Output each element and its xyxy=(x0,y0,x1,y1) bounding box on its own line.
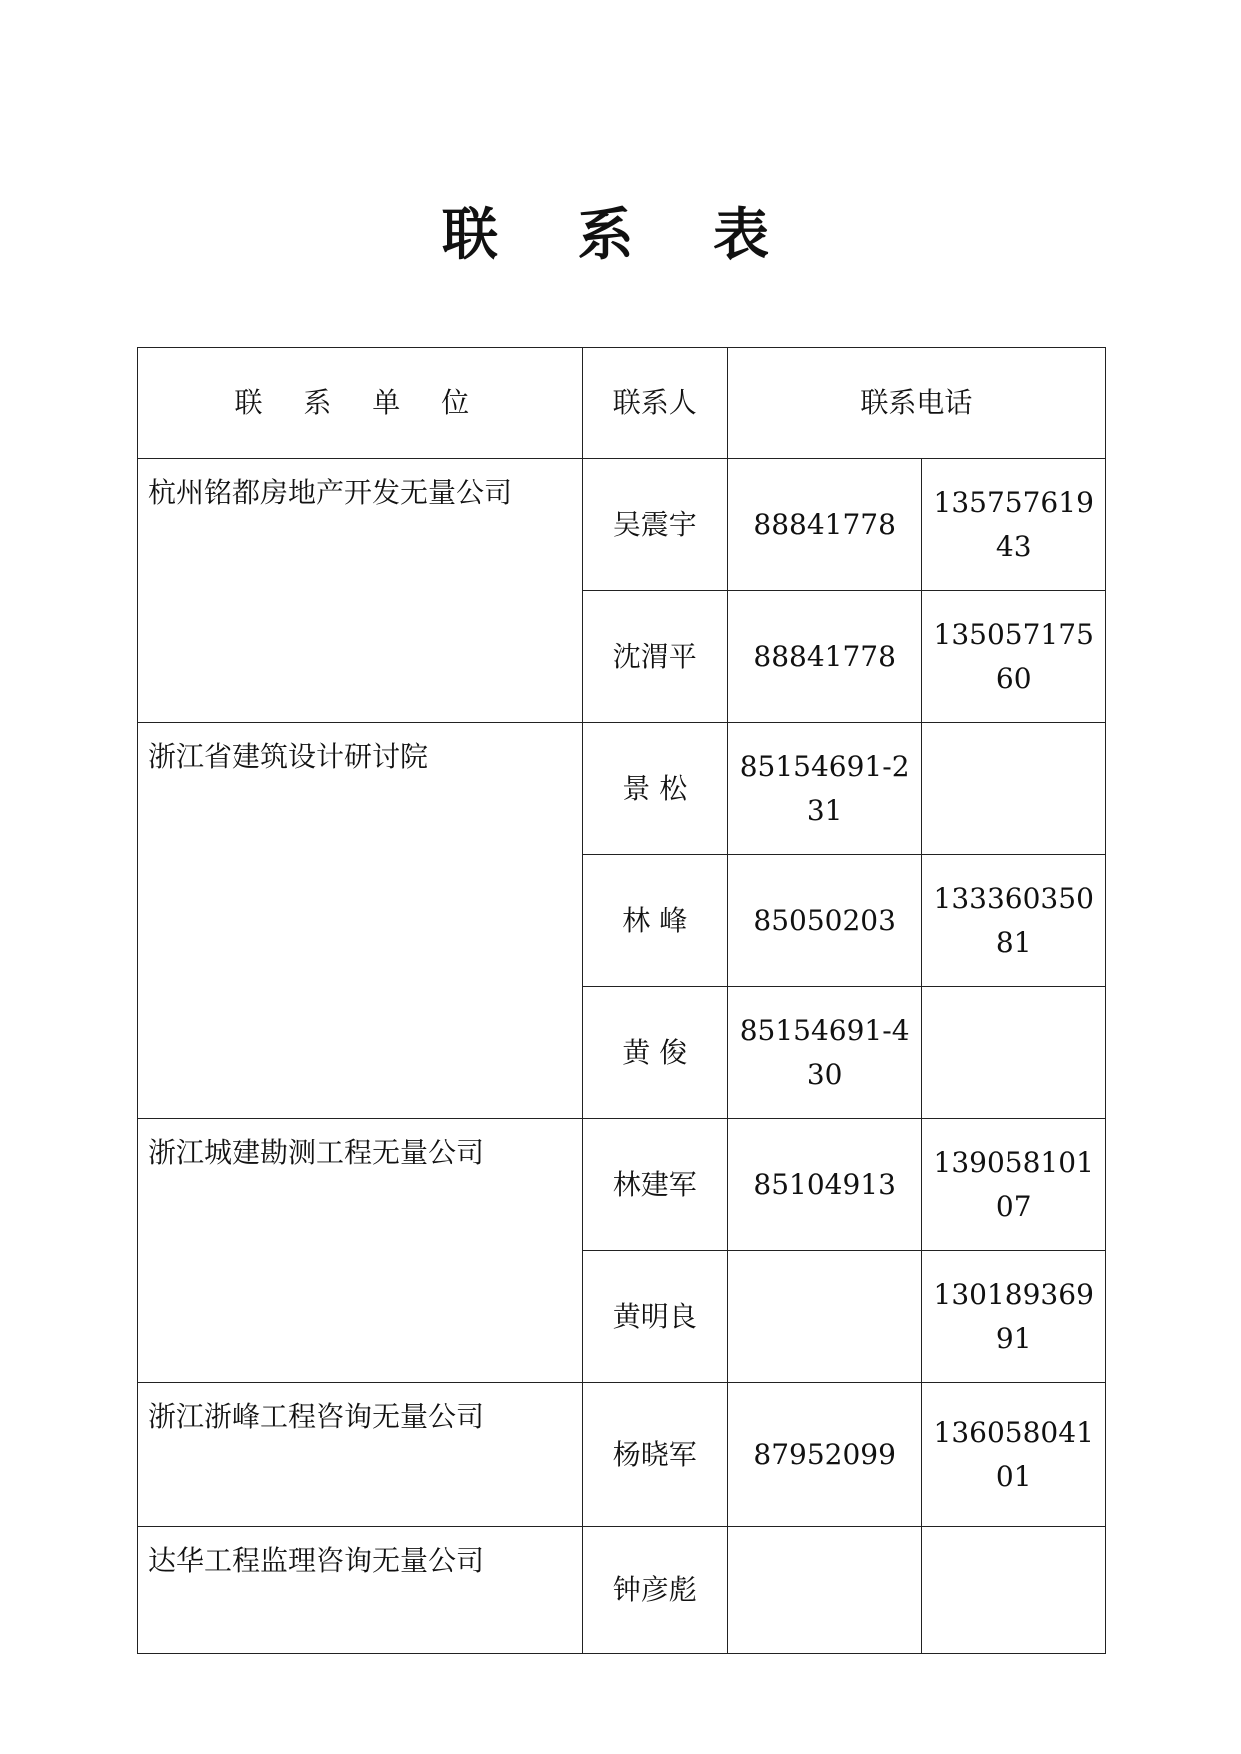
contact-mobile: 13018936991 xyxy=(922,1251,1106,1383)
contact-table xyxy=(137,347,1106,1654)
contact-person: 林建军 xyxy=(582,1119,727,1251)
contact-mobile: 13605804101 xyxy=(922,1383,1106,1527)
contact-person: 林 峰 xyxy=(582,855,727,987)
contact-mobile xyxy=(922,723,1106,855)
contact-tel: 88841778 xyxy=(727,459,922,591)
unit-name: 杭州铭都房地产开发无量公司 xyxy=(138,459,583,723)
unit-name: 达华工程监理咨询无量公司 xyxy=(138,1527,583,1654)
contact-mobile: 13575761943 xyxy=(922,459,1106,591)
table-header-row xyxy=(138,348,1106,459)
contact-person: 钟彦彪 xyxy=(582,1527,727,1654)
table-row xyxy=(138,1383,1106,1527)
table-row xyxy=(138,723,1106,855)
contact-tel: 85154691-430 xyxy=(727,987,922,1119)
contact-tel xyxy=(727,1527,922,1654)
contact-tel: 85104913 xyxy=(727,1119,922,1251)
document-title: 联 系 表 xyxy=(442,203,799,268)
table-row xyxy=(138,1527,1106,1654)
contact-person: 吴震宇 xyxy=(582,459,727,591)
contact-mobile xyxy=(922,987,1106,1119)
contact-tel: 87952099 xyxy=(727,1383,922,1527)
contact-mobile: 13905810107 xyxy=(922,1119,1106,1251)
table-row xyxy=(138,1119,1106,1251)
unit-name: 浙江浙峰工程咨询无量公司 xyxy=(138,1383,583,1527)
contact-person: 杨晓军 xyxy=(582,1383,727,1527)
contact-person: 景 松 xyxy=(582,723,727,855)
contact-tel: 85154691-231 xyxy=(727,723,922,855)
contact-tel: 85050203 xyxy=(727,855,922,987)
contact-person: 黄 俊 xyxy=(582,987,727,1119)
contact-tel: 88841778 xyxy=(727,591,922,723)
unit-name: 浙江城建勘测工程无量公司 xyxy=(138,1119,583,1383)
contact-person: 沈渭平 xyxy=(582,591,727,723)
contact-mobile: 13505717560 xyxy=(922,591,1106,723)
header-person: 联系人 xyxy=(582,348,727,459)
header-unit: 联 系 单 位 xyxy=(138,348,583,459)
contact-mobile: 13336035081 xyxy=(922,855,1106,987)
header-phone: 联系电话 xyxy=(727,348,1105,459)
contact-person: 黄明良 xyxy=(582,1251,727,1383)
contact-mobile xyxy=(922,1527,1106,1654)
contact-tel xyxy=(727,1251,922,1383)
table-row xyxy=(138,459,1106,591)
unit-name: 浙江省建筑设计研讨院 xyxy=(138,723,583,1119)
